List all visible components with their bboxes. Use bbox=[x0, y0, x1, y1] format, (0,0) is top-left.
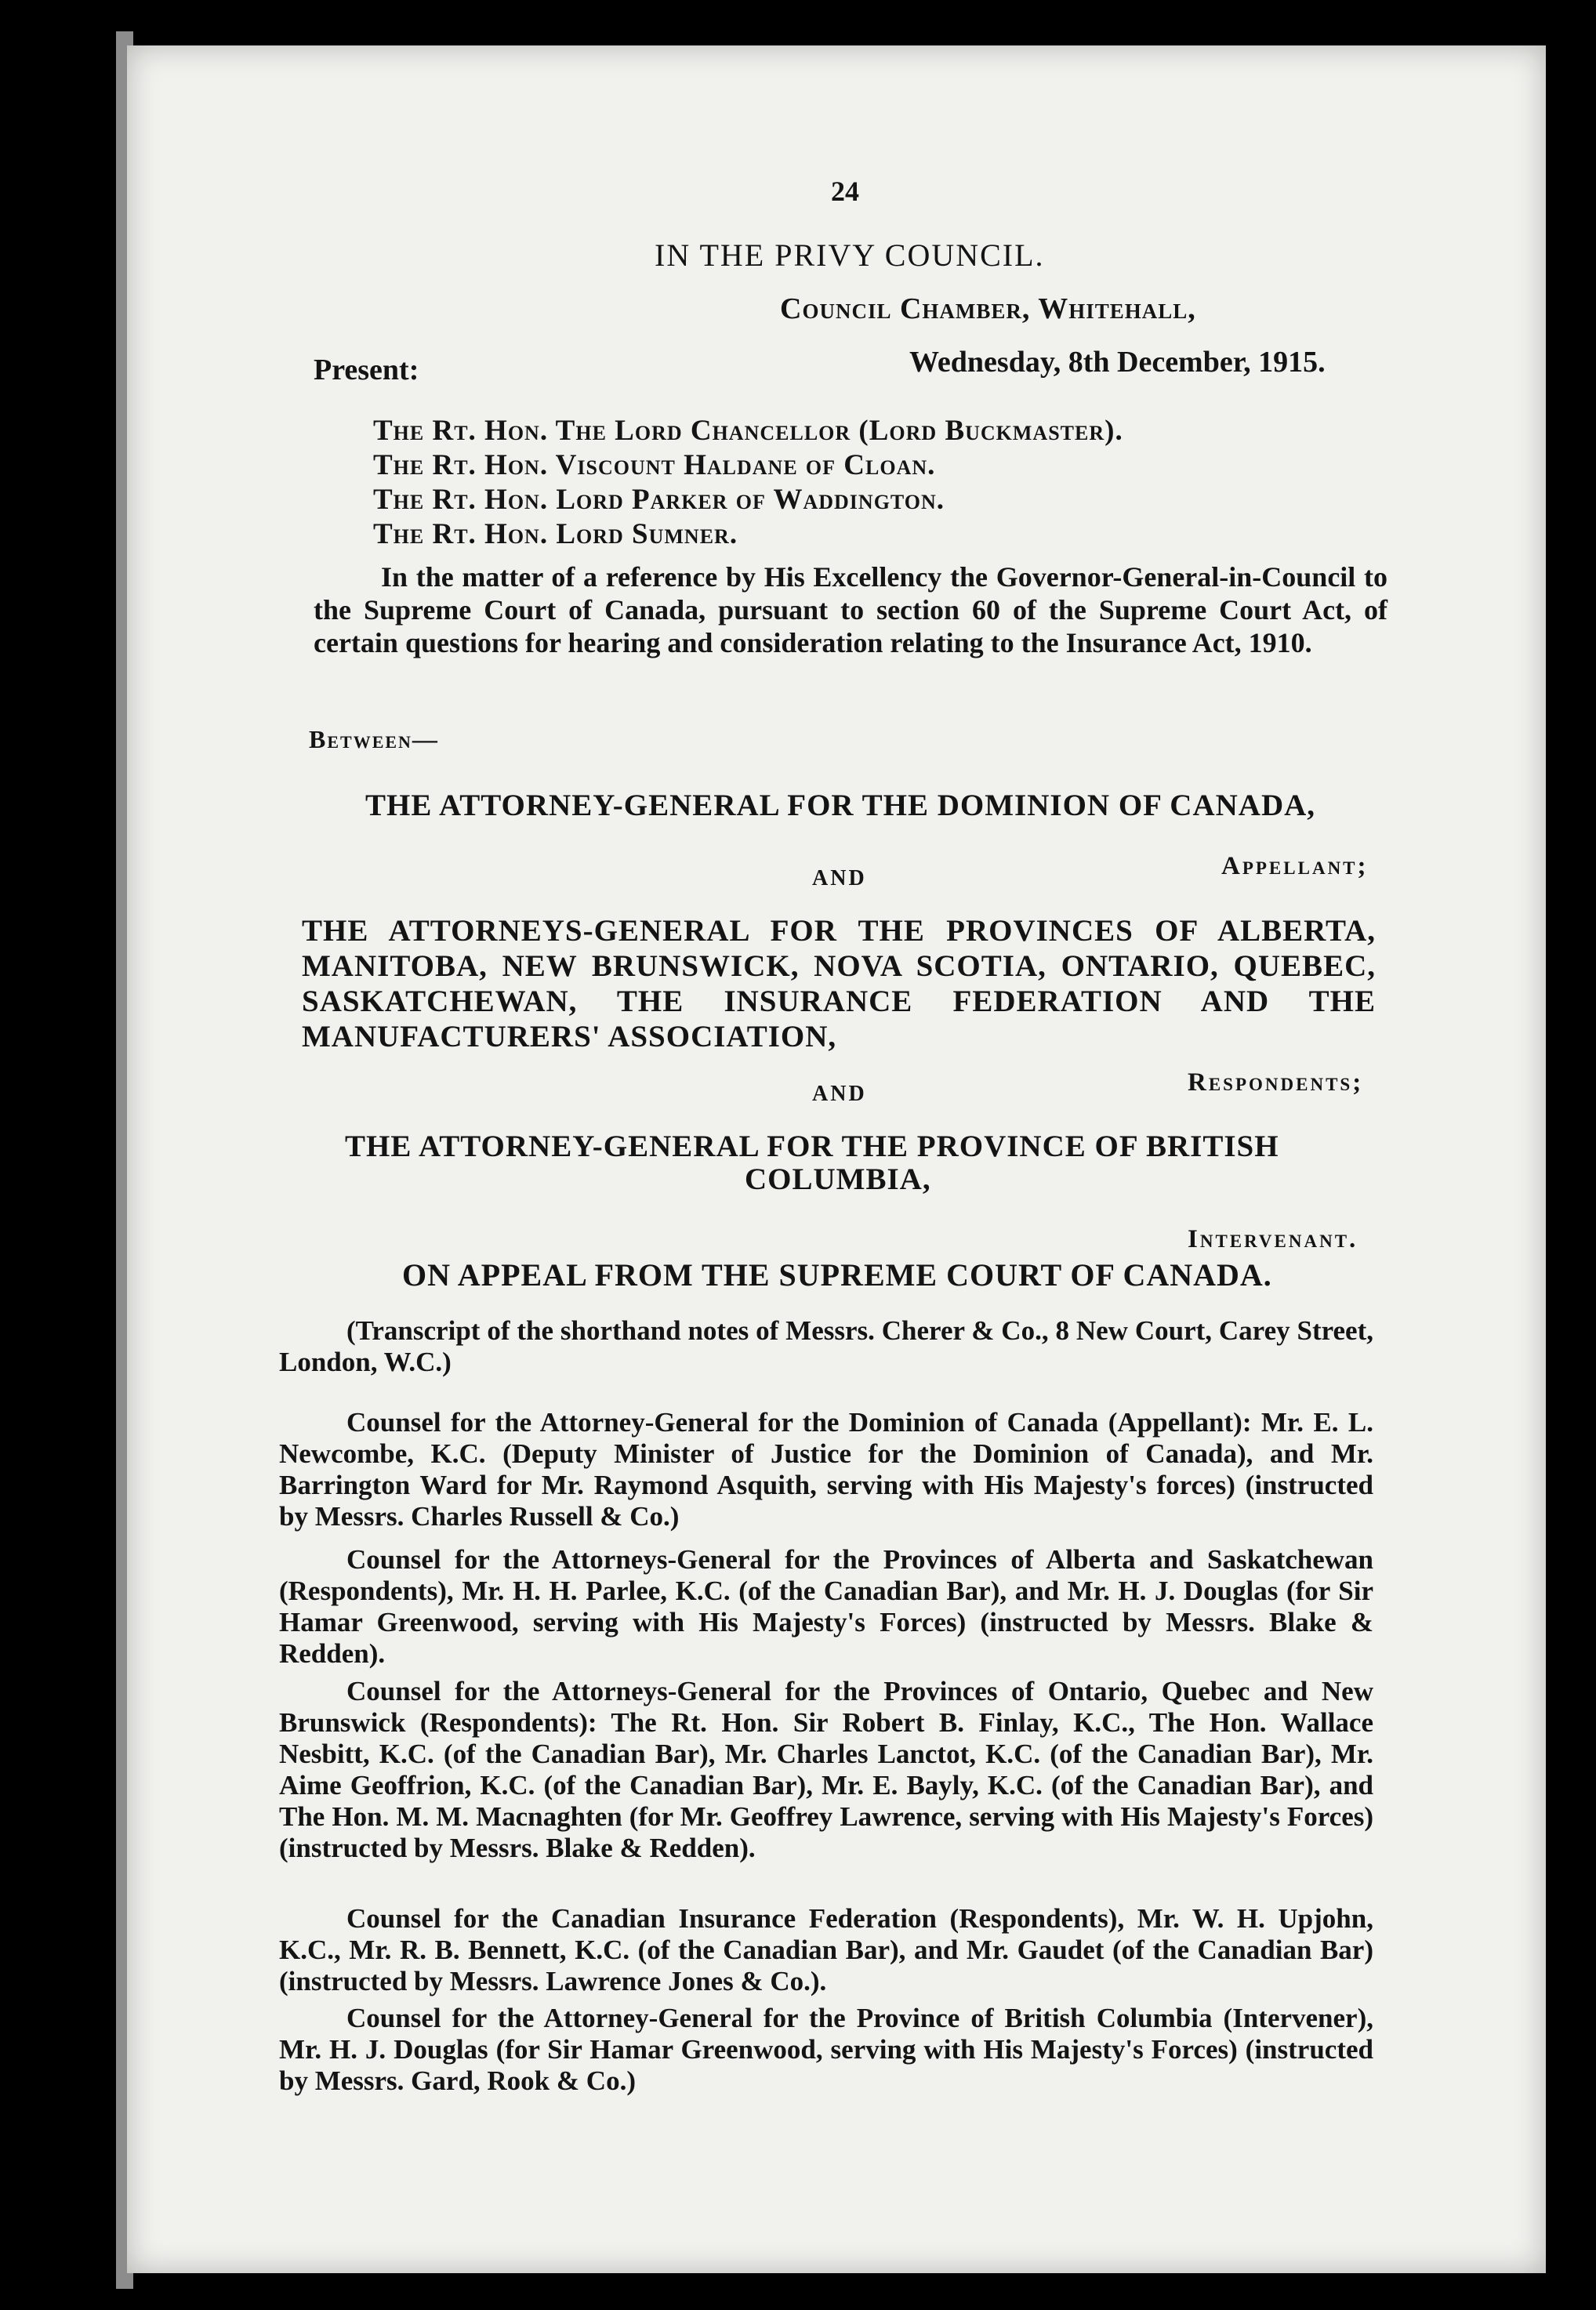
lord-entry: The Rt. Hon. The Lord Chancellor (Lord Buckmaster). bbox=[373, 415, 1123, 447]
lords-list bbox=[373, 414, 1123, 552]
counsel-paragraph: Counsel for the Attorneys-General for the Provinces of Alberta and Saskatchewan (Respondents), Mr. H. H. Parlee, K.C. (of the Canadian Bar), and Mr. H. J. Douglas (for Sir Hamar Greenwood, serving with His Majesty's Forces) (instructed by Messrs. Blake & Redden). bbox=[279, 1544, 1373, 1669]
appeal-heading: ON APPEAL FROM THE SUPREME COURT OF CANADA. bbox=[402, 1257, 1272, 1293]
matter-paragraph: In the matter of a reference by His Excellency the Governor-General-in-Council to the Supreme Court of Canada, pursuant to section 60 of the Supreme Court Act, of certain questions for hearing and consideration relating to the Insurance Act, 1910. bbox=[314, 561, 1387, 658]
counsel-paragraph: Counsel for the Canadian Insurance Federation (Respondents), Mr. W. H. Upjohn, K.C., Mr. R. B. Bennett, K.C. (of the Canadian Bar), and Mr. Gaudet (of the Canadian Bar) (instructed by Messrs. Lawrence Jones & Co.). bbox=[279, 1903, 1373, 1996]
transcript-note: (Transcript of the shorthand notes of Messrs. Cherer & Co., 8 New Court, Carey Street, London, W.C.) bbox=[279, 1315, 1373, 1377]
page-number: 24 bbox=[831, 176, 859, 207]
counsel-paragraph: Counsel for the Attorneys-General for the Provinces of Ontario, Quebec and New Brunswick (Respondents): The Rt. Hon. Sir Robert B. Finlay, K.C., The Hon. Wallace Nesbitt, K.C. (of the Canadian Bar), Mr. Charles Lanctot, K.C. (of the Canadian Bar), Mr. Aime Geoffrion, K.C. (of the Canadian Bar), Mr. E. Bayly, K.C. (of the Canadian Bar), and The Hon. M. M. Macnaghten (for Mr. Geoffrey Lawrence, serving with His Majesty's Forces) (instructed by Messrs. Blake & Redden). bbox=[279, 1676, 1373, 1863]
present-label: Present: bbox=[314, 354, 419, 386]
intervenant-role: Intervenant. bbox=[1188, 1225, 1358, 1253]
meeting-place: Council Chamber, Whitehall, bbox=[780, 292, 1196, 325]
respondents-party: THE ATTORNEYS-GENERAL FOR THE PROVINCES OF ALBERTA, MANITOBA, NEW BRUNSWICK, NOVA SCOTIA, ONTARIO, QUEBEC, SASKATCHEWAN, THE INSURANCE FEDERATION AND THE MANUFACTURERS' ASSOCIATION, bbox=[302, 914, 1376, 1053]
and-separator: AND bbox=[812, 1082, 867, 1106]
counsel-paragraph: Counsel for the Attorney-General for the Province of British Columbia (Intervener), Mr. H. J. Douglas (for Sir Hamar Greenwood, serving with His Majesty's Forces) (instructed by Messrs. Gard, Rook & Co.) bbox=[279, 2003, 1373, 2096]
respondents-role: Respondents; bbox=[1188, 1068, 1364, 1097]
page-title: IN THE PRIVY COUNCIL. bbox=[655, 238, 1045, 273]
lord-entry: The Rt. Hon. Lord Parker of Waddington. bbox=[373, 484, 945, 516]
meeting-date: Wednesday, 8th December, 1915. bbox=[909, 346, 1326, 379]
and-separator: AND bbox=[812, 866, 867, 890]
intervenant-party-line2: COLUMBIA, bbox=[745, 1162, 931, 1196]
appellant-role: Appellant; bbox=[1221, 852, 1369, 880]
appellant-party: THE ATTORNEY-GENERAL FOR THE DOMINION OF CANADA, bbox=[365, 789, 1316, 822]
lord-entry: The Rt. Hon. Lord Sumner. bbox=[373, 518, 738, 550]
between-label: Between— bbox=[309, 725, 439, 753]
lord-entry: The Rt. Hon. Viscount Haldane of Cloan. bbox=[373, 449, 936, 481]
counsel-paragraph: Counsel for the Attorney-General for the Dominion of Canada (Appellant): Mr. E. L. Newcombe, K.C. (Deputy Minister of Justice for the Dominion of Canada), and Mr. Barrington Ward for Mr. Raymond Asquith, serving with His Majesty's forces) (instructed by Messrs. Charles Russell & Co.) bbox=[279, 1407, 1373, 1532]
intervenant-party-line1: THE ATTORNEY-GENERAL FOR THE PROVINCE OF BRITISH bbox=[345, 1130, 1279, 1163]
